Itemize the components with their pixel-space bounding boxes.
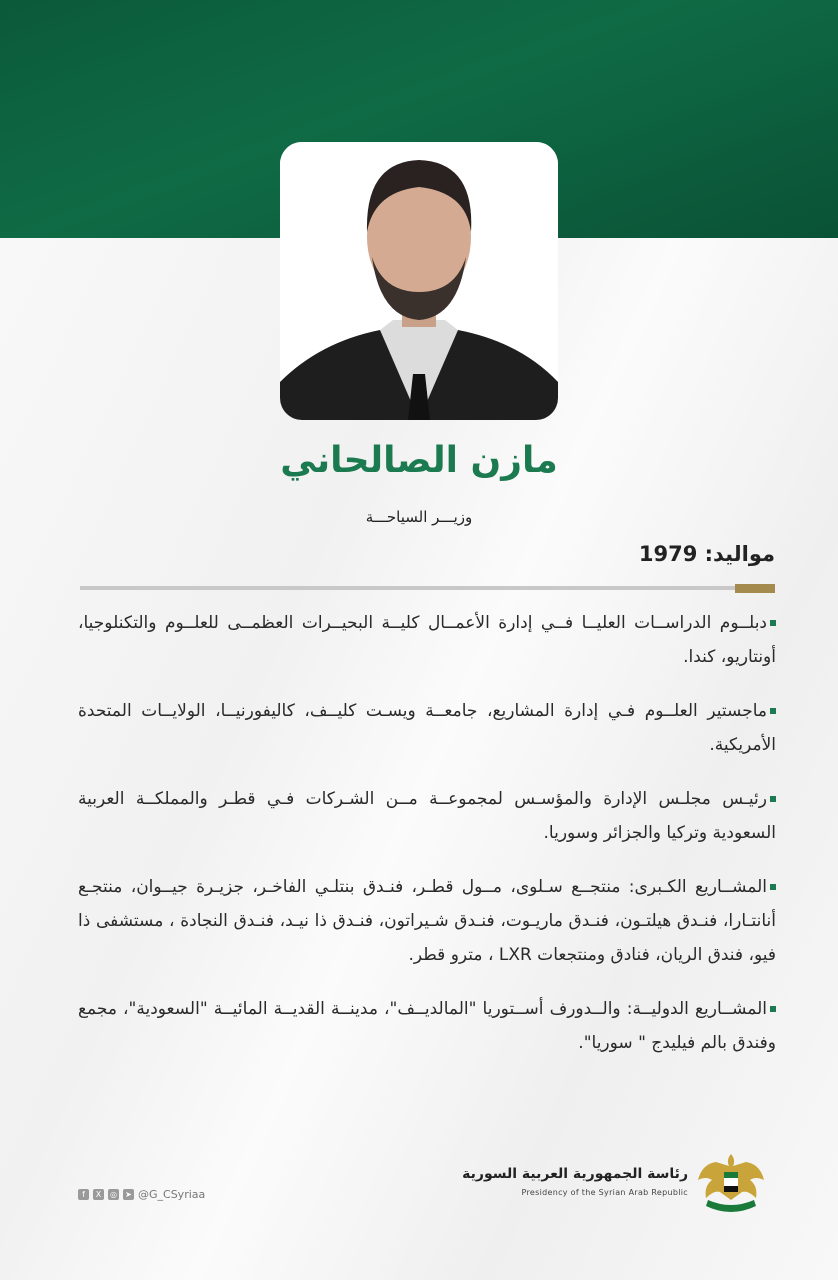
bio-item (78, 694, 776, 762)
birth-year: مواليد: 1979 (638, 542, 775, 566)
facebook-icon[interactable]: f (78, 1189, 89, 1200)
bullet-icon (770, 796, 776, 802)
divider-accent (735, 584, 775, 593)
bullet-icon (770, 884, 776, 890)
bullet-icon (770, 620, 776, 626)
person-name: مازن الصالحاني (280, 440, 558, 481)
bio-text: ماجستير العلــوم فـي إدارة المشاريع، جامعــة ويسـت كليــف، كاليفورنيــا، الولايــات المتحدة الأمريكية. (78, 701, 776, 755)
bio-item (78, 606, 776, 674)
telegram-icon[interactable]: ➤ (123, 1189, 134, 1200)
social-links (78, 1188, 205, 1201)
bio-text: رئيـس مجلـس الإدارة والمؤسـس لمجموعــة مــن الشـركات فـي قطـر والمملكــة العربية السعودية وتركيا والجزائر وسوريا. (78, 789, 776, 843)
bio-text: المشــاريع الكـبرى: منتجــع سـلوى، مــول قطـر، فنـدق بنتلـي الفاخـر، جزيـرة جيــوان، منتجـع أنانتـارا، فنـدق هيلتـون، فنـدق ماريـوت، فنـدق شـيراتون، فنـدق ذا نيـد، فنـدق النجادة ، مستشفى ذا فيو، فندق الريان، فنادق ومنتجعات LXR ، مترو قطر. (78, 877, 776, 965)
bio-list (78, 606, 776, 1080)
portrait-photo (280, 142, 558, 420)
bio-text: المشــاريع الدوليــة: والــدورف أســتوريا "المالديــف"، مدينــة القديــة المائيــة "السعودية"، مجمع وفندق بالم فيليدج " سوريا". (78, 999, 776, 1053)
bullet-icon (770, 708, 776, 714)
presidency-label (462, 1166, 688, 1197)
instagram-icon[interactable]: ◎ (108, 1189, 119, 1200)
bio-item (78, 870, 776, 972)
bio-item (78, 782, 776, 850)
social-handle: @G_CSyriaa (138, 1188, 206, 1201)
syrian-emblem-icon (696, 1150, 766, 1218)
person-role: وزيـــر السياحـــة (365, 508, 473, 526)
divider-line (80, 586, 740, 590)
x-icon[interactable]: X (93, 1189, 104, 1200)
bio-item (78, 992, 776, 1060)
bullet-icon (770, 1006, 776, 1012)
bio-text: دبلــوم الدراســات العليــا فــي إدارة الأعمــال كليــة البحيــرات العظمــى للعلــوم والتكنلوجيا، أونتاريو، كندا. (78, 613, 776, 667)
presidency-arabic: رئاسة الجمهورية العربية السورية (462, 1166, 688, 1182)
presidency-english: Presidency of the Syrian Arab Republic (521, 1188, 688, 1197)
